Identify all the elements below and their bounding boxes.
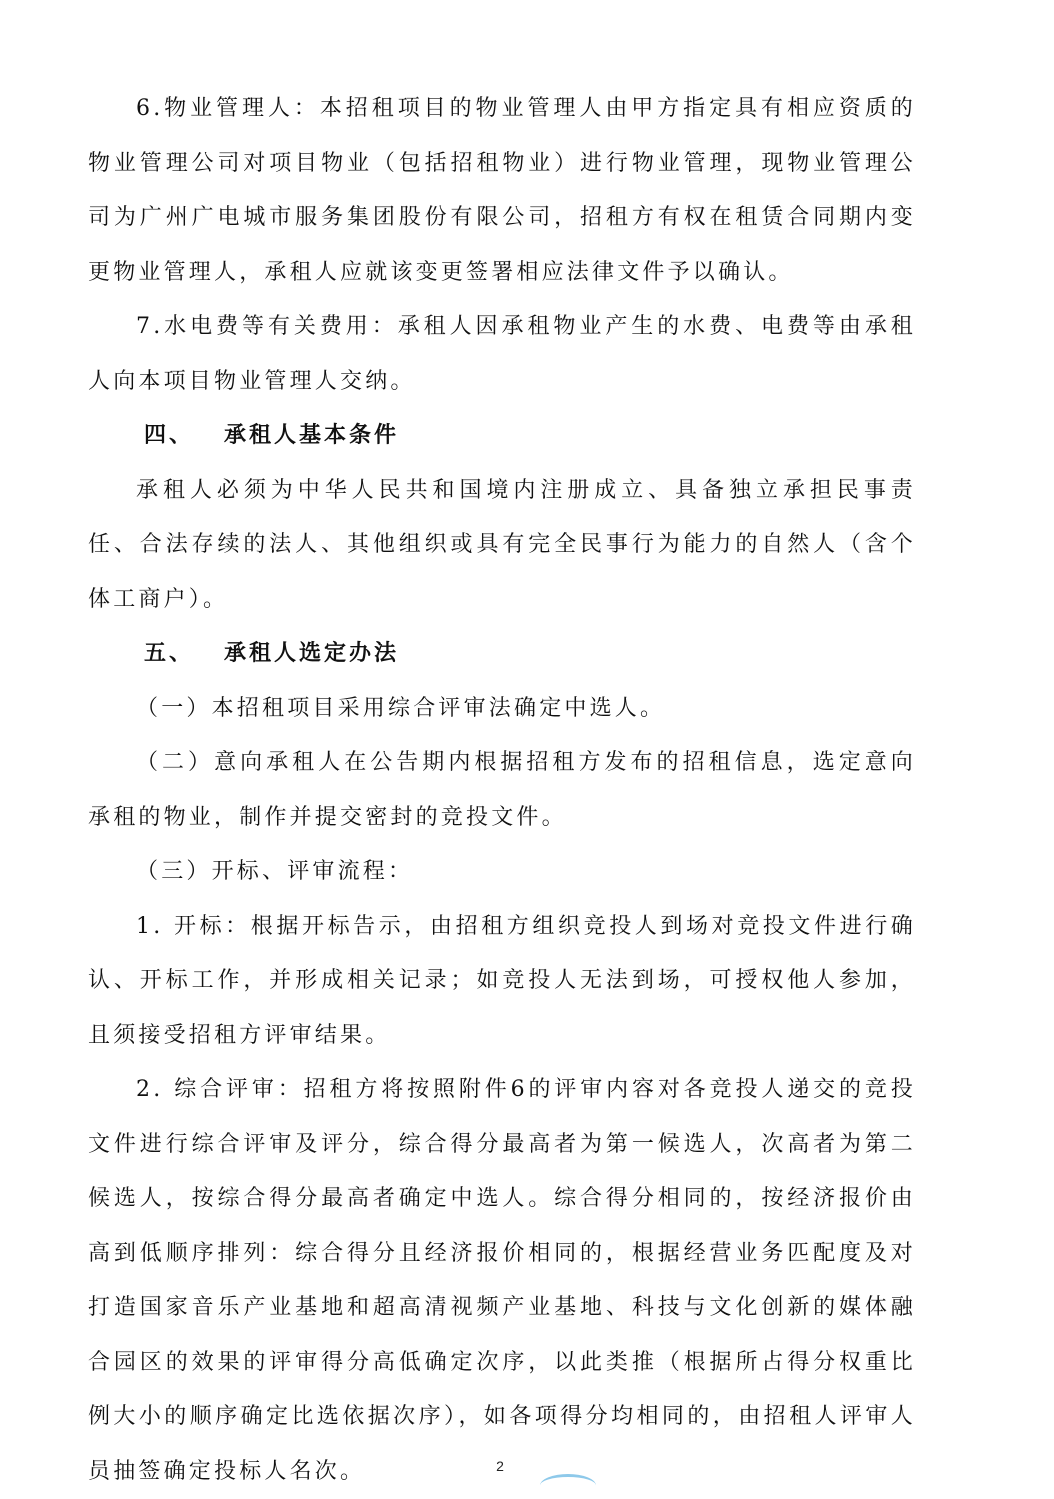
section-heading-4 (88, 409, 916, 464)
paragraph-tenant-conditions: 承租人必须为中华人民共和国境内注册成立、具备独立承担民事责任、合法存续的法人、其他组织或具有完全民事行为能力的自然人（含个体工商户）。 (88, 477, 916, 612)
paragraph-bid-opening: 1. 开标：根据开标告示，由招租方组织竞投人到场对竞投文件进行确认、开标工作，并形成相关记录；如竞投人无法到场，可授权他人参加，且须接受招租方评审结果。 (88, 913, 916, 1048)
paragraph-property-manager: 6.物业管理人：本招租项目的物业管理人由甲方指定具有相应资质的物业管理公司对项目物业（包括招租物业）进行物业管理，现物业管理公司为广州广电城市服务集团股份有限公司，招租方有权在租赁合同期内变更物业管理人，承租人应就该变更签署相应法律文件予以确认。 (88, 96, 916, 285)
page-number: 2 (496, 1458, 504, 1474)
document-body (88, 82, 916, 1499)
decorative-arc (540, 1474, 596, 1497)
section-title: 承租人选定办法 (224, 641, 400, 666)
paragraph-method-1: （一）本招租项目采用综合评审法确定中选人。 (136, 695, 666, 721)
section-heading-5 (88, 627, 916, 682)
section-title: 承租人基本条件 (224, 423, 400, 448)
paragraph-comprehensive-review: 2. 综合评审：招租方将按照附件6的评审内容对各竞投人递交的竞投文件进行综合评审及评分，综合得分最高者为第一候选人，次高者为第二候选人，按综合得分最高者确定中选人。综合得分相同的，按经济报价由高到低顺序排列：综合得分且经济报价相同的，根据经营业务匹配度及对打造国家音乐产业基地和超高清视频产业基地、科技与文化创新的媒体融合园区的效果的评审得分高低确定次序，以此类推（根据所占得分权重比例大小的顺序确定比选依据次序），如各项得分均相同的，由招租人评审人员抽签确定投标人名次。 (88, 1077, 916, 1484)
paragraph-method-2: （二）意向承租人在公告期内根据招租方发布的招租信息，选定意向承租的物业，制作并提交密封的竞投文件。 (88, 750, 916, 830)
section-number: 四、 (144, 423, 195, 448)
paragraph-method-3: （三）开标、评审流程： (136, 859, 414, 884)
section-number: 五、 (144, 641, 195, 666)
paragraph-utility-fees: 7.水电费等有关费用：承租人因承租物业产生的水费、电费等由承租人向本项目物业管理人交纳。 (88, 314, 916, 394)
